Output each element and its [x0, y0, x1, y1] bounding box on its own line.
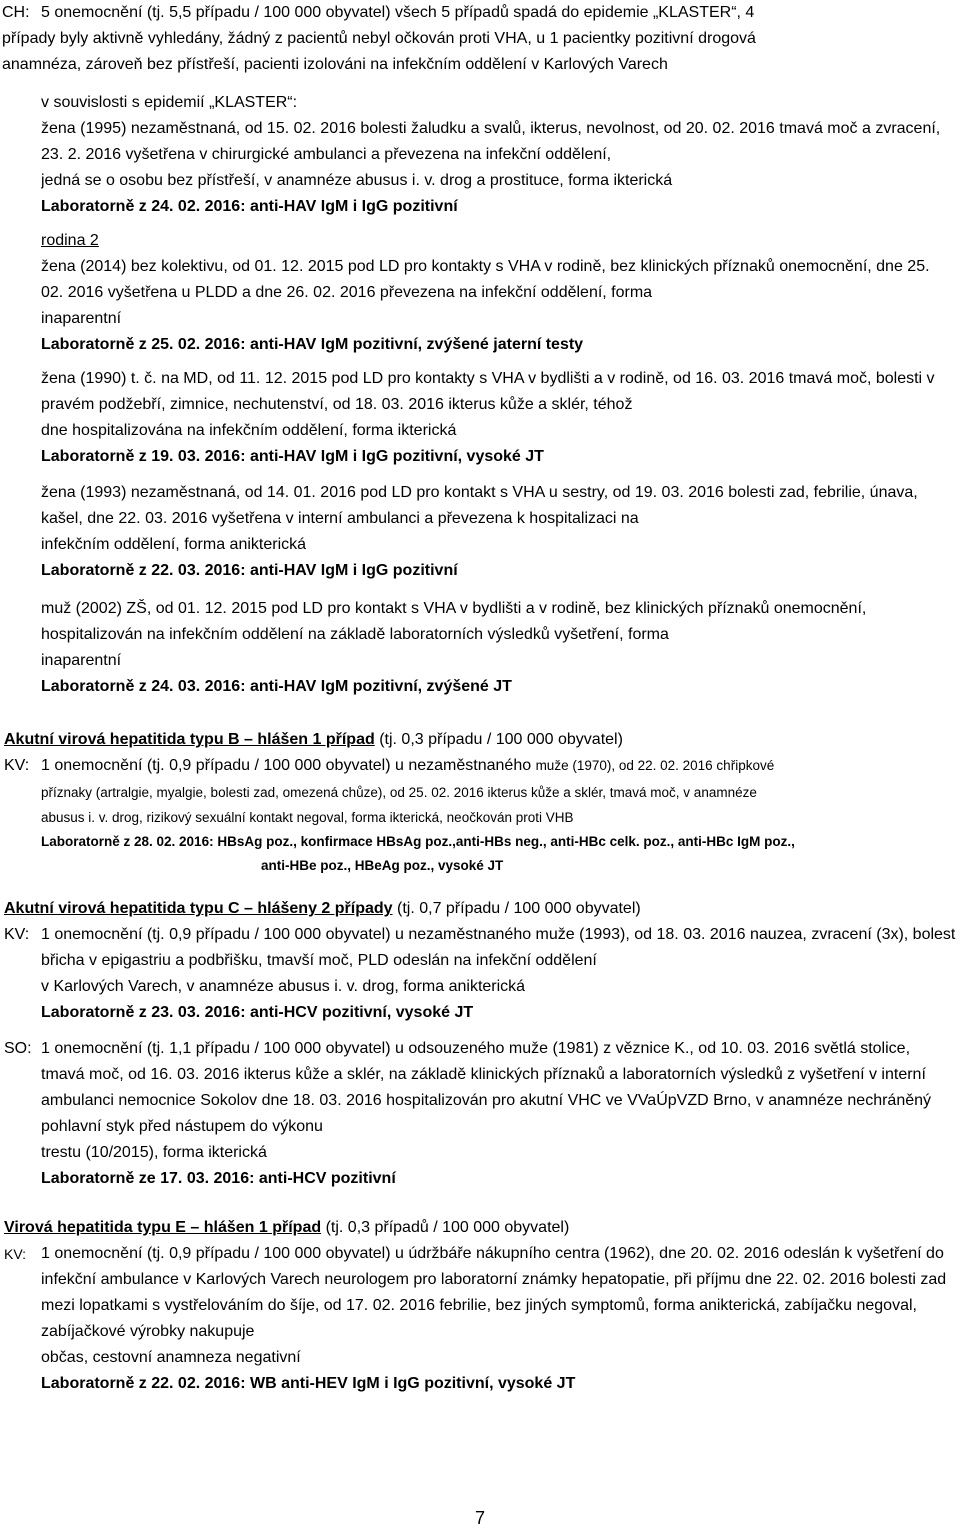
section-title: Akutní virová hepatitida typu B – hlášen 1 případ: [4, 731, 375, 748]
section-heading: [4, 1215, 958, 1241]
section-heading: [4, 896, 958, 922]
text-line: nauzea, zvracení (3x), bolest břicha v epigastriu a podbřišku, tmavší moč, PLD odeslán na infekční oddělení: [41, 926, 956, 969]
text-line: tmavá moč, bolesti v pravém podžebří, zimnice, nechutenství, od 18. 03. 2016 ikterus kůže a sklér, téhož: [41, 370, 935, 413]
text-line: v Karlových Varech, v anamnéze abusus i. v. drog, forma anikterická: [41, 978, 526, 995]
text-line: pro akutní VHC ve VVaÚpVZD Brno, v anamnéze nechráněný pohlavní styk před nástupem do výkonu: [41, 1092, 932, 1135]
region-label-so: SO:: [4, 1040, 32, 1057]
text-line: anamnéza, zároveň bez přístřeší, pacienti izolováni na infekčním oddělení v Karlových Varech: [2, 56, 668, 73]
text-line: světlá stolice, tmavá moč, od 16. 03. 2016 ikterus kůže a sklér, na základě klinických příznaků a: [41, 1040, 911, 1083]
text-line: žena (1993) nezaměstnaná, od 14. 01. 2016 pod LD pro kontakt s VHA u sestry, od 19. 03. 2016 bolesti zad,: [41, 484, 810, 501]
text-line: odeslán k vyšetření do infekční ambulance v Karlových Varech neurologem pro laboratorní známky: [41, 1245, 944, 1288]
ch-case-4: [41, 480, 956, 584]
lab-result: Laboratorně ze 17. 03. 2016: anti-HCV pozitivní: [41, 1170, 396, 1187]
text-line: 5 onemocnění (tj. 5,5 případu / 100 000 obyvatel) všech 5 případů spadá do epidemie „KLASTER“, 4: [41, 4, 755, 21]
section-title: Virová hepatitida typu E – hlášen 1 případ: [4, 1219, 322, 1236]
lab-result: Laboratorně z 24. 03. 2016: anti-HAV IgM pozitivní, zvýšené JT: [41, 678, 512, 695]
text-line: inaparentní: [41, 310, 122, 327]
section-rate: (tj. 0,7 případu / 100 000 obyvatel): [397, 900, 641, 917]
text-line: muž (2002) ZŠ, od 01. 12. 2015 pod LD pro kontakt s VHA v bydlišti a v rodině, bez klinických příznaků: [41, 600, 770, 617]
text-line: případy byly aktivně vyhledány, žádný z pacientů nebyl očkován proti VHA, u 1 pacientky pozitivní drogová: [2, 30, 756, 47]
case-text: [41, 1241, 956, 1397]
ch-summary-cont: [2, 26, 958, 78]
text-line: dne hospitalizována na infekčním oddělení, forma ikterická: [41, 422, 457, 439]
lab-result: Laboratorně z 23. 03. 2016: anti-HCV pozitivní, vysoké JT: [41, 1004, 474, 1021]
lab-result: Laboratorně z 24. 02. 2016: anti-HAV IgM i IgG pozitivní: [41, 198, 458, 215]
lab-result: Laboratorně z 25. 02. 2016: anti-HAV IgM pozitivní, zvýšené jaterní testy: [41, 336, 584, 353]
text-line: žena (1995) nezaměstnaná, od 15. 02. 2016 bolesti žaludku a svalů, ikterus, nevolnost, od 20. 02. 2016: [41, 120, 775, 137]
lab-result-cont: anti-HBe poz., HBeAg poz., vysoké JT: [261, 858, 504, 873]
ch-cases: [41, 90, 956, 220]
case-text-small: [41, 780, 956, 878]
text-line: žena (1990) t. č. na MD, od 11. 12. 2015 pod LD pro kontakty s VHA v bydlišti a v rodině, od 16. 03. 2016: [41, 370, 785, 387]
section-rate: (tj. 0,3 případů / 100 000 obyvatel): [325, 1219, 570, 1236]
lab-result: Laboratorně z 22. 02. 2016: WB anti-HEV IgM i IgG pozitivní, vysoké JT: [41, 1375, 576, 1392]
text-line: laboratorních výsledků z vyšetření v interní ambulanci nemocnice Sokolov dne 18. 03. 2016 hospitalizován: [41, 1066, 926, 1109]
text-line: občas, cestovní anamneza negativní: [41, 1349, 301, 1366]
text-line: infekčním oddělení, forma anikterická: [41, 536, 307, 553]
text-line: příznaky (artralgie, myalgie, bolesti zad, omezená chůze), od 25. 02. 2016 ikterus kůže a sklér, tmavá moč, v anamnéze: [41, 785, 757, 800]
text-line: 1 onemocnění (tj. 1,1 případu / 100 000 obyvatel) u odsouzeného muže (1981) z věznice K., od 10. 03. 2016: [41, 1040, 810, 1057]
text-line: tmavá moč a zvracení, 23. 2. 2016 vyšetřena v chirurgické ambulanci a převezena na infekční oddělení,: [41, 120, 941, 163]
ch-family-2: [41, 228, 956, 358]
text-line: febrilie, únava, kašel, dne 22. 03. 2016 vyšetřena v interní ambulanci a převezena k hospitalizaci na: [41, 484, 918, 527]
region-label-kv: KV:: [4, 757, 30, 774]
text-line: žena (2014) bez kolektivu, od 01. 12. 2015 pod LD pro kontakty s VHA v rodině, bez klinických příznaků: [41, 258, 775, 275]
text-line: 1 onemocnění (tj. 0,9 případu / 100 000 obyvatel) u nezaměstnaného muže (1993), od 18. 03. 2016: [41, 926, 746, 943]
text-line: onemocnění, dne 25. 02. 2016 vyšetřena u PLDD a dne 26. 02. 2016 převezena na infekční oddělení, forma: [41, 258, 930, 301]
case-text: [41, 753, 956, 779]
lab-result: Laboratorně z 19. 03. 2016: anti-HAV IgM i IgG pozitivní, vysoké JT: [41, 448, 544, 465]
lab-result: Laboratorně z 28. 02. 2016: HBsAg poz., konfirmace HBsAg poz.,anti-HBs neg., anti-HBc celk. poz., anti-HBc IgM poz.,: [41, 834, 795, 849]
section-heading: [4, 727, 958, 753]
ch-summary: [41, 0, 956, 26]
case-text: [41, 1036, 956, 1192]
text-line: 1 onemocnění (tj. 0,9 případu / 100 000 obyvatel) u údržbáře nákupního centra (1962), dne 20. 02. 2016: [41, 1245, 780, 1262]
ch-case-5: [41, 596, 956, 700]
ch-case-3: [41, 366, 956, 470]
case-text: [41, 922, 956, 1026]
family-label: rodina 2: [41, 232, 99, 249]
text-line: abusus i. v. drog, rizikový sexuální kontakt negoval, forma ikterická, neočkován proti VHB: [41, 810, 574, 825]
text-line: inaparentní: [41, 652, 122, 669]
text-span: muže (1970), od 22. 02. 2016 chřipkové: [535, 758, 775, 773]
region-label-kv: KV:: [4, 1246, 27, 1262]
text-span: 1 onemocnění (tj. 0,9 případu / 100 000 obyvatel) u nezaměstnaného: [41, 757, 532, 774]
text-line: hepatopatie, při příjmu dne 22. 02. 2016 bolesti zad mezi lopatkami s vystřelováním do šíje, od 17. 02.: [41, 1271, 947, 1314]
section-title: Akutní virová hepatitida typu C – hlášeny 2 případy: [4, 900, 393, 917]
section-rate: (tj. 0,3 případu / 100 000 obyvatel): [379, 731, 623, 748]
text-line: trestu (10/2015), forma ikterická: [41, 1144, 267, 1161]
text-line: jedná se o osobu bez přístřeší, v anamnéze abusus i. v. drog a prostituce, forma ikterická: [41, 172, 673, 189]
lab-result: Laboratorně z 22. 03. 2016: anti-HAV IgM i IgG pozitivní: [41, 562, 458, 579]
epidemic-intro: v souvislosti s epidemií „KLASTER“:: [41, 94, 298, 111]
page-number: 7: [474, 1508, 485, 1528]
text-line: onemocnění, hospitalizován na infekčním oddělení na základě laboratorních výsledků vyšetření, forma: [41, 600, 867, 643]
text-line: 2016 febrilie, bez jiných symptomů, forma anikterická, zabíjačku negoval, zabíjačkové výrobky nakupuje: [41, 1297, 917, 1340]
region-label-ch: CH:: [2, 4, 30, 21]
region-label-kv: KV:: [4, 926, 30, 943]
